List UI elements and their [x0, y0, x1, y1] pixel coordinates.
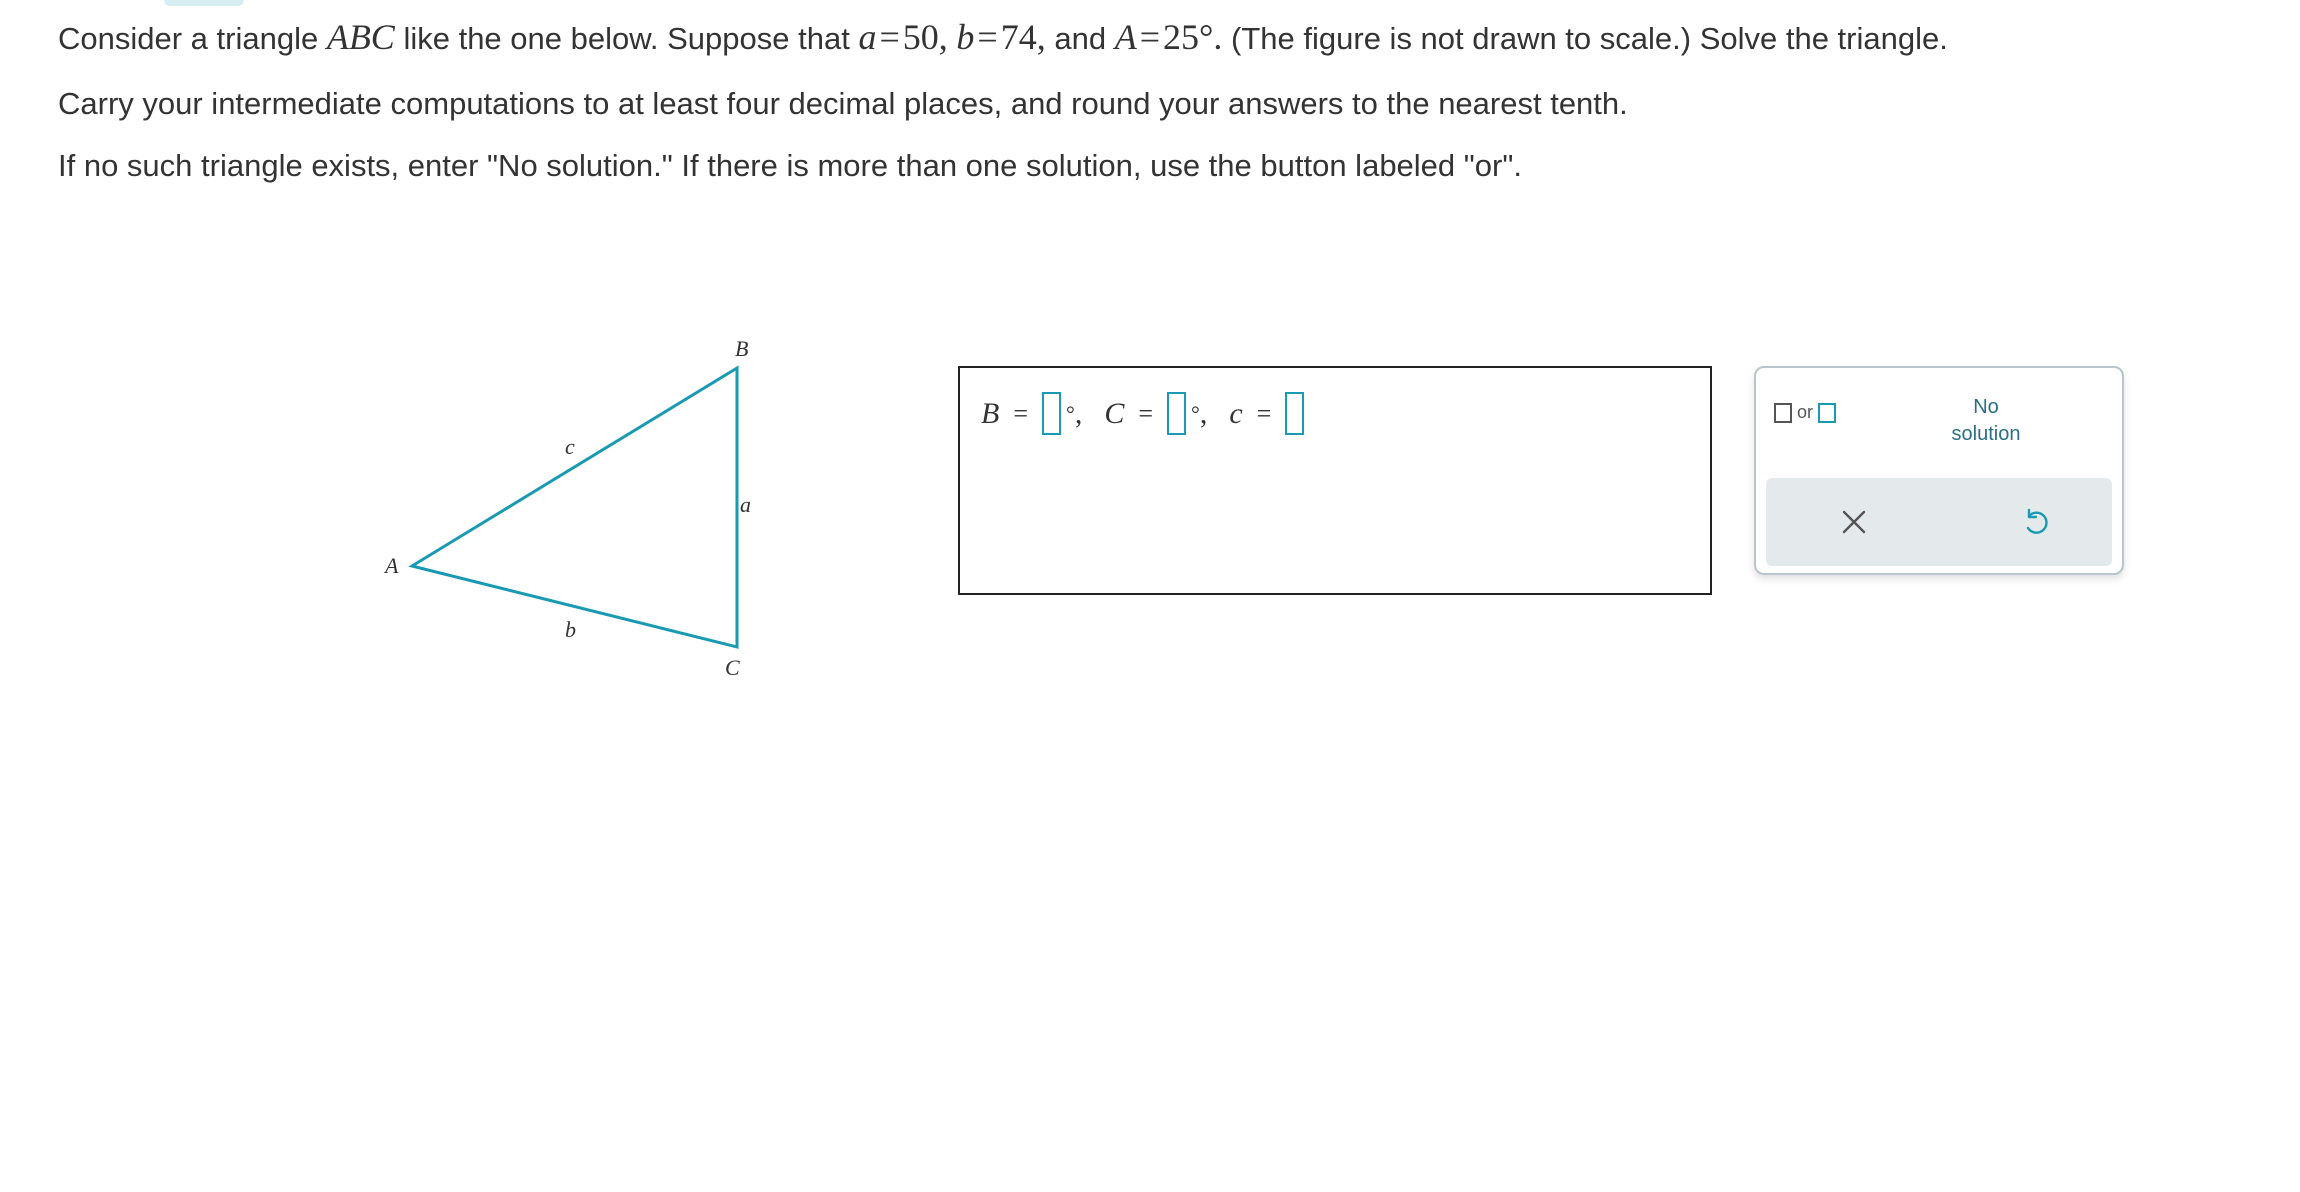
- C-label: C: [1104, 396, 1125, 430]
- or-label: or: [1797, 402, 1814, 422]
- intro-text: Consider a triangle: [58, 21, 319, 56]
- comma-1: ,: [1074, 396, 1083, 430]
- c-label: c: [1229, 396, 1243, 430]
- clear-button[interactable]: [1830, 498, 1878, 546]
- C-degree-symbol: °: [1191, 400, 1200, 426]
- answer-expression: [981, 392, 1304, 435]
- x-icon: [1839, 507, 1869, 537]
- triangle-shape: [412, 368, 737, 647]
- triangle-figure: [370, 330, 770, 690]
- vertex-C-label: C: [725, 655, 740, 680]
- top-tab-indicator: [164, 0, 244, 6]
- B-degree-symbol: °: [1066, 400, 1075, 426]
- problem-statement-line-2: Carry your intermediate computations to at least four decimal places, and round your answers to the nearest tenth.: [58, 86, 1628, 121]
- comma-2: ,: [1199, 396, 1208, 430]
- a-variable: a: [858, 17, 877, 57]
- A-value: 25°.: [1163, 17, 1223, 57]
- no-solution-label-line-2: solution: [1951, 423, 2021, 445]
- and-text: and: [1054, 21, 1107, 56]
- side-c-label: c: [565, 434, 575, 459]
- b-value: 74,: [1000, 17, 1046, 57]
- undo-icon: [2020, 506, 2052, 538]
- B-angle-input[interactable]: [1042, 392, 1061, 435]
- side-b-label: b: [565, 617, 576, 642]
- C-angle-input[interactable]: [1167, 392, 1186, 435]
- B-equals: =: [1013, 398, 1028, 428]
- problem-statement-line-3: If no such triangle exists, enter "No solution." If there is more than one solution, use the button labeled "or".: [58, 148, 1522, 183]
- side-a-label: a: [740, 492, 751, 517]
- undo-button[interactable]: [2012, 498, 2060, 546]
- answer-tools-panel: [1754, 366, 2124, 575]
- or-left-box-icon: [1774, 403, 1792, 423]
- c-side-input[interactable]: [1285, 392, 1304, 435]
- a-value: 50,: [902, 17, 948, 57]
- A-variable: A: [1114, 17, 1137, 57]
- C-equals: =: [1138, 398, 1153, 428]
- like-text: like the one below. Suppose that: [403, 21, 850, 56]
- vertex-A-label: A: [385, 553, 399, 578]
- or-right-box-icon: [1818, 403, 1836, 423]
- vertex-B-label: B: [735, 336, 749, 361]
- outro-text: (The figure is not drawn to scale.) Solve the triangle.: [1231, 21, 1948, 56]
- B-label: B: [981, 396, 1000, 430]
- triangle-name: ABC: [326, 17, 395, 57]
- problem-statement-line-1: Consider a triangle ABC like the one below. Suppose that a=50, b=74, and A=25°. (The figure is not drawn to scale.) Solve the triangle.: [58, 17, 1948, 57]
- answer-box: [958, 366, 1712, 595]
- b-variable: b: [956, 17, 975, 57]
- c-equals: =: [1256, 398, 1272, 428]
- no-solution-button[interactable]: [1876, 394, 2096, 448]
- no-solution-label-line-1: No: [1973, 396, 1999, 418]
- or-button[interactable]: [1774, 402, 1836, 423]
- tool-action-bar: [1766, 478, 2112, 566]
